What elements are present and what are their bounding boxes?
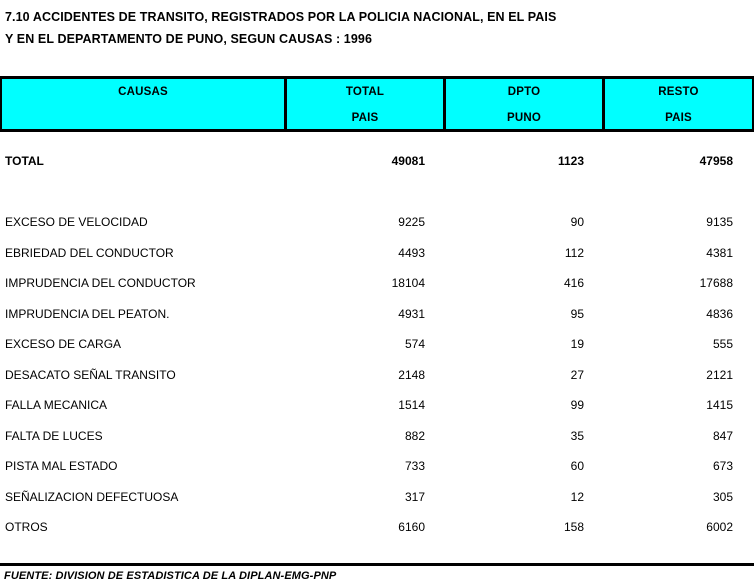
row-value-total-pais: 6160 [398,520,425,535]
header-cell-total-pais [287,79,446,129]
table-total-row [0,145,754,177]
row-value-dpto-puno: 60 [570,459,584,474]
row-value-total-pais: 733 [404,459,425,474]
row-label-cell: FALLA MECANICA [5,398,108,413]
row-value-dpto-puno: 158 [563,520,584,535]
table-data-rows [0,207,754,543]
row-value-resto-pais: 847 [712,428,733,443]
row-value-dpto-puno: 112 [564,245,584,260]
table-row [0,360,754,391]
row-label-cell: PISTA MAL ESTADO [5,459,118,474]
row-value-total-pais: 4493 [398,245,425,260]
row-value-resto-pais: 2121 [706,367,733,382]
row-value-resto-pais: 4836 [706,306,733,321]
page-title-line2: Y EN EL DEPARTAMENTO DE PUNO, SEGUN CAUSAS : 1996 [5,32,373,46]
table-row [0,512,754,543]
row-value-total-pais: 4931 [398,306,425,321]
row-value-dpto-puno: 35 [570,428,584,443]
row-value-total-pais: 9225 [398,215,425,230]
total-row-label: TOTAL [5,154,44,168]
row-value-dpto-puno: 95 [570,306,584,321]
row-label-cell: SEÑALIZACION DEFECTUOSA [5,489,179,504]
table-row [0,329,754,360]
row-value-resto-pais: 17688 [699,276,733,291]
row-value-dpto-puno: 19 [570,337,584,352]
header-label: RESTO [658,86,699,98]
header-label: PAIS [665,112,692,124]
table-header [0,76,754,132]
header-label: PUNO [506,112,542,124]
row-value-dpto-puno: 416 [563,276,584,291]
row-value-total-pais: 2148 [398,367,425,382]
page-title-line1: 7.10 ACCIDENTES DE TRANSITO, REGISTRADOS POR LA POLICIA NACIONAL, EN EL PAIS [5,10,557,24]
row-label-cell: EBRIEDAD DEL CONDUCTOR [5,245,174,260]
header-label: TOTAL [345,86,385,98]
table-body [0,145,754,543]
row-value-resto-pais: 673 [712,459,733,474]
row-label-cell: IMPRUDENCIA DEL CONDUCTOR [5,276,196,291]
table-row [0,390,754,421]
row-value-resto-pais: 4381 [706,245,733,260]
table-row [0,268,754,299]
table-row [0,238,754,269]
row-label-cell: OTROS [5,520,48,535]
header-label: DPTO [507,86,541,98]
row-value-resto-pais: 6002 [706,520,733,535]
row-value-resto-pais: 9135 [706,215,733,230]
footer-divider [0,563,754,566]
row-label-cell: FALTA DE LUCES [5,428,103,443]
row-value-resto-pais: 305 [712,489,733,504]
table-row [0,421,754,452]
header-label: CAUSAS [118,86,168,98]
row-label-cell: EXCESO DE CARGA [5,337,122,352]
row-value-total-pais: 317 [404,489,425,504]
row-value-total-pais: 882 [404,428,425,443]
row-value-dpto-puno: 12 [570,489,584,504]
page-title [5,6,556,50]
table-row [0,482,754,513]
row-label-cell: IMPRUDENCIA DEL PEATON. [5,306,170,321]
row-value-dpto-puno: 90 [570,215,584,230]
source-note: FUENTE: DIVISION DE ESTADISTICA DE LA DIPLAN-EMG-PNP [4,570,337,582]
row-value-total-pais: 574 [404,337,425,352]
table-row [0,299,754,330]
header-label: PAIS [351,112,379,124]
header-cell-dpto-puno [446,79,605,129]
total-row-value-resto-pais: 47958 [699,154,733,168]
table-row [0,207,754,238]
row-value-total-pais: 18104 [391,276,425,291]
row-value-dpto-puno: 27 [570,367,584,382]
header-cell-resto-pais [605,79,752,129]
row-value-dpto-puno: 99 [570,398,584,413]
table-row [0,451,754,482]
row-label-cell: EXCESO DE VELOCIDAD [5,215,148,230]
total-row-value-dpto-puno: 1123 [557,154,584,168]
row-label-cell: DESACATO SEÑAL TRANSITO [5,367,176,382]
header-cell-causas [2,79,287,129]
row-value-resto-pais: 1415 [706,398,733,413]
row-value-resto-pais: 555 [712,337,733,352]
row-value-total-pais: 1514 [398,398,425,413]
total-row-value-total-pais: 49081 [391,154,425,168]
